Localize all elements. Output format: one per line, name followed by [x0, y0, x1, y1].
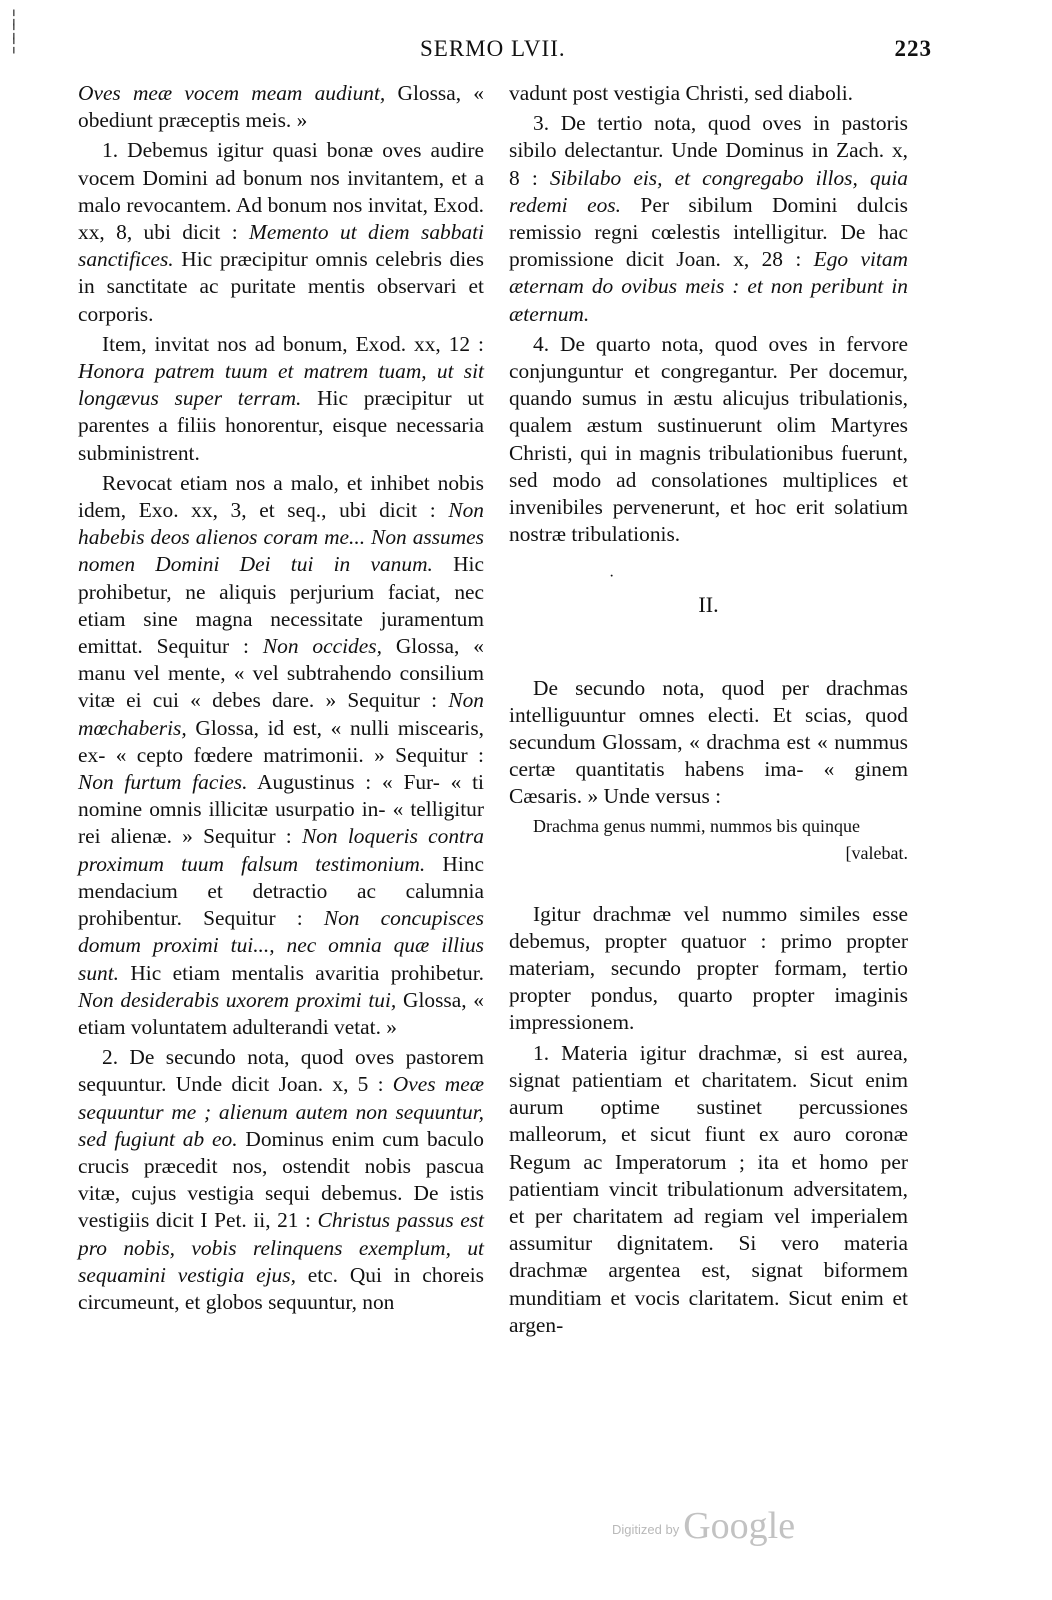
digitized-label: Digitized by — [612, 1522, 680, 1537]
margin-marks: ╎ ╎ ╎ — [9, 10, 19, 55]
text-run: Igitur drachmæ vel nummo similes esse debemus, propter quatuor : primo propter materiam, secundo propter formam, tertio propter pondus, quarto propter imaginis impressionem. — [509, 901, 908, 1035]
left-column — [78, 80, 484, 1319]
paragraph — [78, 470, 484, 1041]
italic-quotation: Non concupisces domum proximi tui..., nec omnia quæ illius sunt. — [78, 906, 484, 985]
text-run: Hic prohibetur, ne aliquis perjurium faciat, nec etiam sine magna necessitate juramentum emittat. Sequitur : — [78, 552, 484, 659]
text-run: etc. Qui in choreis circumeunt, et globos sequuntur, non — [78, 1262, 484, 1314]
text-run: Glossa, « etiam voluntatem adulterandi vetat. » — [78, 987, 485, 1039]
paragraph — [78, 1044, 484, 1316]
paragraph — [78, 80, 484, 134]
verse-continuation: [valebat. — [845, 842, 908, 863]
text-run: Glossa, « obediunt præceptis meis. » — [78, 81, 484, 133]
text-run: 2. De secundo nota, quod oves pastorem sequuntur. Unde dicit Joan. x, 5 : — [78, 1045, 484, 1097]
text-run: 1. Materia igitur drachmæ, si est aurea, signat patientiam et charitatem. Sicut enim aurum optime sustinet percussiones malleorum, et sicut fiunt ex auro coronæ Regum ac Imperatorum ; ita et homo per patientiam vincit tribulationum adversitatem, et per charitatem ad regiam vel imperialem assumitur dignitatem. Si vero materia drachmæ argentea est, signat biformem munditiam et vocis claritatem. Sicut enim et argen- — [509, 1040, 908, 1337]
text-run: Revocat etiam nos a malo, et inhibet nobis idem, Exo. xx, 3, et seq., ubi dicit : — [78, 470, 484, 523]
italic-quotation: Oves meæ sequuntur me ; alienum autem non sequuntur, sed fugiunt ab eo. — [78, 1072, 484, 1151]
page-number: 223 — [894, 36, 932, 61]
text-run: De secundo nota, quod per drachmas intelliguuntur omnes electi. Et scias, quod secundum Glossam, « drachma est « nummus certæ quantitatis habens ima- « ginem Cæsaris. » Unde versus : — [509, 675, 908, 809]
sermon-title: SERMO LVII. — [420, 36, 566, 61]
digitization-watermark — [612, 1504, 795, 1548]
text-run: vadunt post vestigia Christi, sed diaboli. — [509, 81, 854, 105]
text-run: 3. De tertio nota, quod oves in pastoris sibilo delectantur. Unde Dominus in Zach. x, 8 : — [509, 111, 908, 190]
italic-quotation: Non mœchaberis, — [78, 688, 484, 740]
paragraph — [509, 1040, 908, 1339]
paragraph — [509, 110, 908, 328]
text-run: Augustinus : « Fur- « ti nomine omnis illicitæ usurpatio in- « telligitur rei alienæ. » Sequitur : — [78, 770, 484, 849]
text-run: Per sibilum Domini dulcis remissio regni cœlestis intelligitur. De hac promissione dicit Joan. x, 28 : — [509, 192, 908, 272]
paragraph — [509, 80, 908, 107]
paragraph — [78, 137, 484, 327]
text-run: 1. Debemus igitur quasi bonæ oves audire vocem Domini ad bonum nos invitantem, et a malo revocantem. Ad bonum nos invitat, Exod. xx, 8, ubi dicit : — [78, 138, 484, 245]
italic-quotation: Honora patrem tuum et matrem tuam, ut sit longævus super terram. — [78, 359, 484, 411]
text-run: Hic præcipitur omnis celebris dies in sanctitate ac puritate mentis observari et corporis. — [78, 247, 484, 326]
paragraph — [509, 331, 908, 549]
italic-quotation: Non occides, — [262, 634, 382, 659]
italic-quotation: Non habebis deos alienos coram me... Non assumes nomen Domini Dei tui in vanum. — [78, 498, 484, 577]
stray-dot: · — [609, 568, 615, 586]
italic-quotation: Sibilabo eis, et congregabo illos, quia redemi eos. — [509, 165, 909, 217]
italic-quotation: Non furtum facies. — [78, 770, 248, 795]
paragraph — [509, 675, 908, 811]
text-run: Glossa, id est, « nulli miscearis, ex- « cepto fœdere matrimonii. » Sequitur : — [78, 715, 484, 767]
section-number: II. — [698, 592, 719, 618]
italic-quotation: Memento ut diem sabbati sanctifices. — [78, 220, 484, 272]
italic-quotation: Oves meæ vocem meam audiunt, — [78, 81, 386, 105]
text-run: Hic præcipitur ut parentes a filiis honorentur, eisque necessaria subministrent. — [78, 386, 484, 465]
text-run: Dominus enim cum baculo crucis præcedit nos, ostendit nobis pascua vitæ, cujus vestigia sequi debemus. De istis vestigiis dicit I Pet. ii, 21 : — [78, 1126, 484, 1233]
right-column — [509, 80, 908, 1342]
italic-quotation: Christus passus est pro nobis, vobis relinquens exemplum, ut sequamini vestigia ejus, — [78, 1208, 484, 1287]
italic-quotation: Non loqueris contra proximum tuum falsum testimonium. — [78, 824, 485, 876]
paragraph — [78, 331, 484, 467]
google-logo: Google — [683, 1505, 796, 1547]
text-run: Item, invitat nos ad bonum, Exod. xx, 12 : — [102, 331, 484, 356]
italic-quotation: Non desiderabis uxorem proximi tui, — [78, 987, 397, 1012]
text-run: Hic etiam mentalis avaritia prohibetur. — [119, 960, 484, 985]
text-run: Hinc mendacium et detractio ac calumnia prohibentur. Sequitur : — [78, 851, 484, 931]
text-run: Glossa, « manu vel mente, « vel subtrahendo consilium vitæ ei cui « debes dare. » Sequitur : — [78, 634, 484, 713]
italic-quotation: Ego vitam æternam do ovibus meis : et non peribunt in æternum. — [509, 247, 908, 326]
paragraph — [509, 901, 908, 1037]
verse-line: Drachma genus nummi, nummos bis quinque — [533, 815, 860, 836]
text-run: 4. De quarto nota, quod oves in fervore conjunguntur et congregantur. Per docemur, quando sumus in æstu alicujus tribulationis, qualem æstum sustinuerunt olim Martyres Christi, qui in magnis tribulationibus fuerunt, sed modo ad consolationes multiplices et invenibiles pervenerunt, et hoc erit solatium nostræ tribulationis. — [509, 331, 908, 547]
running-header — [0, 36, 1052, 68]
